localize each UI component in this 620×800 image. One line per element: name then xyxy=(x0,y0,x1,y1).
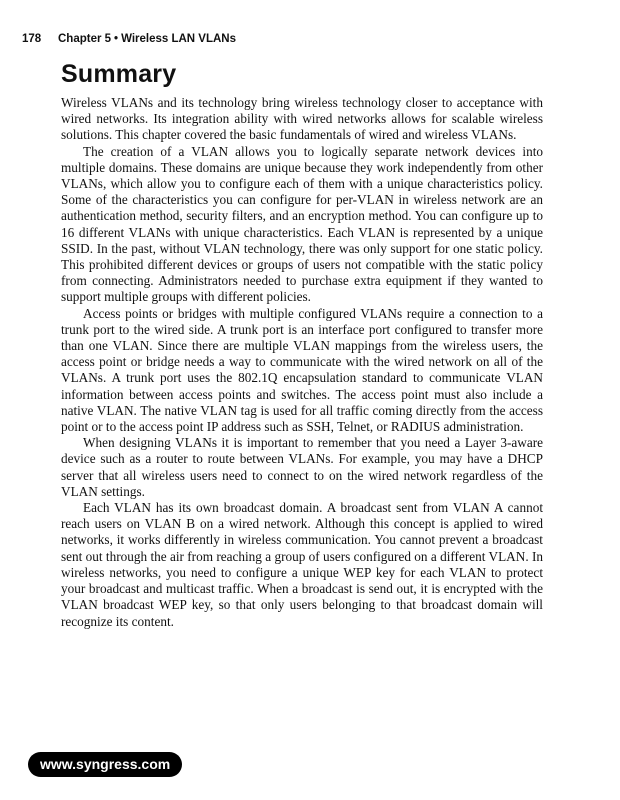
chapter-title: Wireless LAN VLANs xyxy=(121,33,237,45)
paragraph-2: The creation of a VLAN allows you to logically separate network devices into multiple domains. These domains are unique because they work independently from other VLANs, which allow you to configure each of them with a unique characteristics policy. Some of the characteristics you can configure for per-VLAN in wireless network are an authentication method, security filters, and an encryption method. You can configure up to 16 different VLANs with unique characteristics. Each VLAN is represented by a unique SSID. In the past, without VLAN technology, there was only support for one static policy. This prohibited different devices or groups of users not compatible with the static policy from connecting. Administrators needed to purchase extra equipment if they wanted to support multiple groups with different policies. xyxy=(61,143,543,305)
header-separator: • xyxy=(114,33,119,45)
paragraph-3: Access points or bridges with multiple configured VLANs require a connection to a trunk port to the wired side. A trunk port is an interface port configured to transfer more than one VLAN. Since there are multiple VLAN mappings from the wireless users, the access point or bridge needs a way to communicate with the wired network on all of the VLANs. A trunk port uses the 802.1Q encapsulation standard to communicate VLAN information between access points and switches. The access point must also include a native VLAN. The native VLAN tag is used for all traffic coming directly from the access point or to the access point IP address such as SSH, Telnet, or RADIUS administration. xyxy=(61,305,543,435)
chapter-label: Chapter 5 xyxy=(58,33,112,45)
paragraph-1: Wireless VLANs and its technology bring wireless technology closer to acceptance with wired networks. Its integration ability with wired networks allows for scalable wireless solutions. This chapter covered the basic fundamentals of wired and wireless VLANs. xyxy=(61,95,543,143)
paragraph-5: Each VLAN has its own broadcast domain. A broadcast sent from VLAN A cannot reach users on VLAN B on a wired network. Although this concept is applied to wired networks, it works differently in wireless communication. You cannot prevent a broadcast sent out through the air from reaching a group of users configured on a different VLAN. In wireless networks, you need to configure a unique WEP key for each VLAN to protect your broadcast and multicast traffic. When a broadcast is send out, it is encrypted with the VLAN broadcast WEP key, so that only users belonging to that broadcast domain will recognize its content. xyxy=(61,500,543,629)
section-title: Summary xyxy=(61,60,177,88)
page-number: 178 xyxy=(22,33,42,45)
paragraph-4: When designing VLANs it is important to remember that you need a Layer 3-aware device such as a router to route between VLANs. For example, you may have a DHCP server that all wireless users need to connect to on the wired network regardless of the VLAN settings. xyxy=(61,435,543,499)
website-badge: www.syngress.com xyxy=(28,752,182,777)
running-header xyxy=(22,33,236,45)
summary-body xyxy=(61,95,543,630)
